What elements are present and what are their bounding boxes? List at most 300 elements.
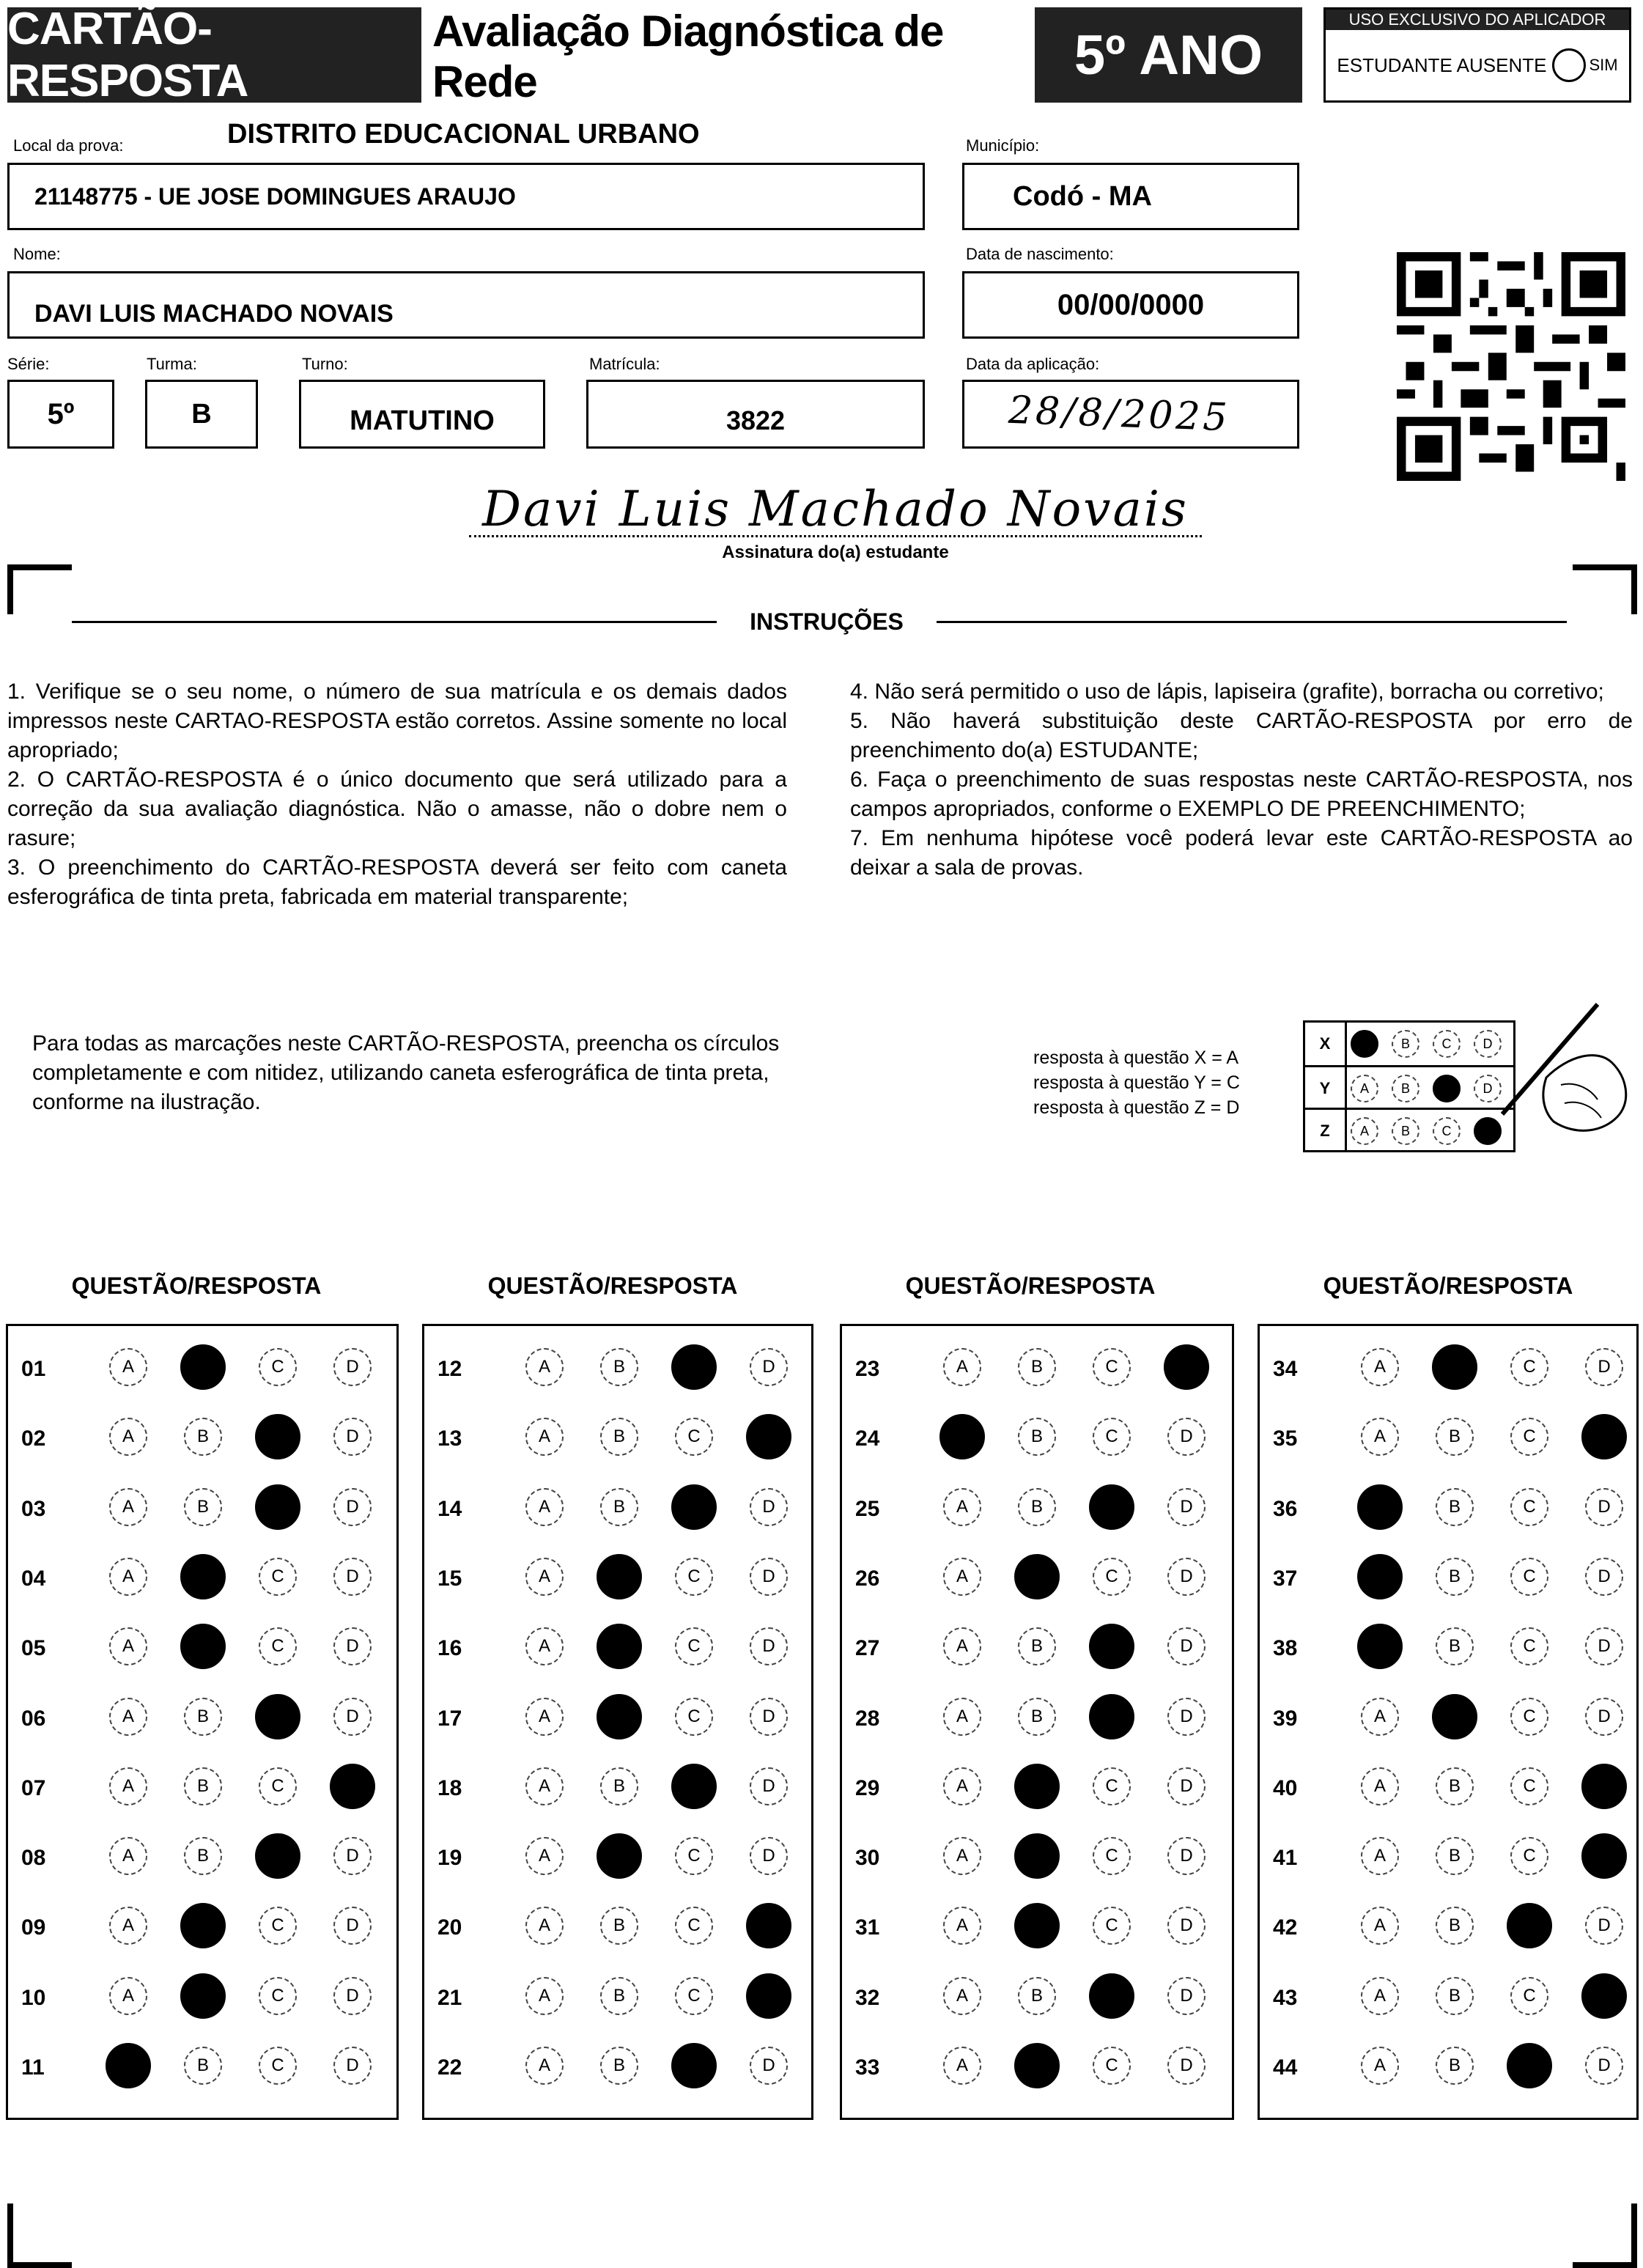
answer-bubble-d[interactable]: D xyxy=(1167,1488,1206,1526)
answer-bubble-a[interactable]: A xyxy=(943,1837,981,1875)
answer-bubble-b[interactable]: B xyxy=(184,1837,222,1875)
answer-bubble-d[interactable]: D xyxy=(333,2047,372,2085)
answer-bubble-d[interactable]: D xyxy=(330,1764,375,1809)
answer-bubble-a[interactable]: A xyxy=(943,1767,981,1805)
answer-bubble-b[interactable]: B xyxy=(180,1973,226,2019)
question-number: 35 xyxy=(1273,1426,1298,1451)
answer-bubble-b[interactable]: B xyxy=(1436,1837,1474,1875)
answer-row xyxy=(842,1898,1232,1956)
nome-label: Nome: xyxy=(13,245,61,263)
instructions-rule-right xyxy=(937,621,1567,623)
column-header: QUESTÃO/RESPOSTA xyxy=(487,1273,738,1299)
question-number: 13 xyxy=(437,1426,462,1451)
answer-bubble-a[interactable]: A xyxy=(1361,1977,1399,2015)
answer-bubble-d[interactable]: D xyxy=(1585,1698,1623,1736)
answer-bubble-d[interactable]: D xyxy=(1167,1418,1206,1456)
question-number: 34 xyxy=(1273,1357,1298,1381)
answer-bubble-b[interactable]: B xyxy=(600,1767,638,1805)
question-number: 01 xyxy=(21,1357,46,1381)
answer-bubble-b[interactable]: B xyxy=(600,1977,638,2015)
answer-bubble-d[interactable]: D xyxy=(1585,1558,1623,1596)
answer-column-2 xyxy=(422,1324,813,2120)
answer-bubble-b[interactable]: B xyxy=(600,1488,638,1526)
answer-bubble-c[interactable]: C xyxy=(675,1627,713,1665)
header-title-box xyxy=(7,4,421,106)
answer-bubble-b[interactable]: B xyxy=(600,1907,638,1945)
example-row-label: Y xyxy=(1305,1067,1347,1110)
answer-bubble-d[interactable]: D xyxy=(1167,2047,1206,2085)
answer-row xyxy=(1260,1339,1636,1398)
answer-bubble-d[interactable]: D xyxy=(333,1837,372,1875)
crop-mark-top-left xyxy=(7,564,72,614)
serie-field xyxy=(7,380,114,449)
answer-bubble-a[interactable]: A xyxy=(1361,1767,1399,1805)
answer-bubble-d[interactable]: D xyxy=(1167,1558,1206,1596)
answer-bubble-b[interactable]: B xyxy=(600,2047,638,2085)
answer-bubble-c[interactable]: C xyxy=(1093,2047,1131,2085)
question-number: 16 xyxy=(437,1636,462,1661)
instruction-item: 3. O preenchimento do CARTÃO-RESPOSTA deverá ser feito com caneta esferográfica de tinta preta, fabricada em material transparente; xyxy=(7,855,787,909)
answer-column-4 xyxy=(1258,1324,1639,2120)
answer-bubble-d[interactable]: D xyxy=(746,1414,791,1459)
qr-code xyxy=(1397,252,1625,481)
answer-bubble-c[interactable]: C xyxy=(259,1627,297,1665)
answer-bubble-b[interactable]: B xyxy=(1014,1903,1060,1948)
crop-mark-bottom-right xyxy=(1573,2203,1637,2268)
example-bubble-d: D xyxy=(1474,1030,1502,1058)
matricula-label: Matrícula: xyxy=(589,355,660,373)
answer-bubble-b[interactable]: B xyxy=(180,1624,226,1669)
answer-bubble-a[interactable]: A xyxy=(525,1907,564,1945)
answer-bubble-b[interactable]: B xyxy=(1018,1977,1056,2015)
answer-bubble-c[interactable]: C xyxy=(1093,1418,1131,1456)
answer-bubble-d[interactable]: D xyxy=(1585,2047,1623,2085)
question-number: 28 xyxy=(855,1706,880,1731)
answer-row xyxy=(842,1828,1232,1887)
answer-bubble-d[interactable]: D xyxy=(333,1627,372,1665)
answer-bubble-c[interactable]: C xyxy=(1510,1488,1548,1526)
matricula-field xyxy=(586,380,925,449)
answer-bubble-c[interactable]: C xyxy=(671,1344,717,1390)
example-bubble-b: B xyxy=(1392,1030,1419,1058)
answer-bubble-d[interactable]: D xyxy=(333,1977,372,2015)
answer-bubble-d[interactable]: D xyxy=(1585,1627,1623,1665)
signature xyxy=(469,481,1202,537)
answer-bubble-c[interactable]: C xyxy=(671,2043,717,2088)
local-label: Local da prova: xyxy=(13,136,124,155)
question-number: 32 xyxy=(855,1985,880,2010)
answer-row xyxy=(1260,1619,1636,1677)
answer-bubble-c[interactable]: C xyxy=(1093,1348,1131,1386)
answer-bubble-b[interactable]: B xyxy=(184,1767,222,1805)
answer-bubble-a[interactable]: A xyxy=(106,2043,151,2088)
question-number: 02 xyxy=(21,1426,46,1451)
example-bubble-d: D xyxy=(1474,1075,1502,1102)
answer-bubble-c[interactable]: C xyxy=(259,2047,297,2085)
question-number: 09 xyxy=(21,1915,46,1940)
answer-bubble-c[interactable]: C xyxy=(675,1977,713,2015)
card-title: CARTÃO-RESPOSTA xyxy=(7,4,248,106)
answer-bubble-c[interactable]: C xyxy=(1510,1348,1548,1386)
crop-mark-bottom-left xyxy=(7,2203,72,2268)
instruction-item: 6. Faça o preenchimento de suas respostas neste CARTÃO-RESPOSTA, nos campos apropriados, conforme o EXEMPLO DE PREENCHIMENTO; xyxy=(850,767,1633,821)
example-bubble-b: B xyxy=(1392,1075,1419,1102)
answer-bubble-c[interactable]: C xyxy=(259,1558,297,1596)
answer-row xyxy=(424,1619,811,1677)
answer-bubble-d[interactable]: D xyxy=(333,1698,372,1736)
question-number: 20 xyxy=(437,1915,462,1940)
matricula-value: 3822 xyxy=(725,405,786,435)
answer-bubble-b[interactable]: B xyxy=(597,1554,642,1599)
answer-bubble-c[interactable]: C xyxy=(255,1484,300,1530)
answer-bubble-d[interactable]: D xyxy=(750,1698,788,1736)
answer-bubble-c[interactable]: C xyxy=(1089,1624,1134,1669)
answer-bubble-a[interactable]: A xyxy=(109,1488,147,1526)
answer-bubble-c[interactable]: C xyxy=(1510,1977,1548,2015)
instructions-title: INSTRUÇÕES xyxy=(750,608,904,635)
question-number: 22 xyxy=(437,2055,462,2080)
question-number: 19 xyxy=(437,1846,462,1871)
instructions-right xyxy=(850,677,1633,883)
answer-bubble-d[interactable]: D xyxy=(1167,1767,1206,1805)
answer-row xyxy=(424,1409,811,1468)
turma-value: B xyxy=(191,398,212,430)
instruction-item: 4. Não será permitido o uso de lápis, lapiseira (grafite), borracha ou corretivo; xyxy=(850,680,1604,704)
answer-row xyxy=(8,1549,396,1608)
answer-bubble-d[interactable]: D xyxy=(746,1973,791,2019)
answer-bubble-a[interactable]: A xyxy=(1357,1624,1403,1669)
answer-bubble-c[interactable]: C xyxy=(259,1348,297,1386)
answer-bubble-a[interactable]: A xyxy=(525,1418,564,1456)
answer-bubble-b[interactable]: B xyxy=(1436,1418,1474,1456)
question-number: 26 xyxy=(855,1566,880,1591)
answer-bubble-a[interactable]: A xyxy=(109,1907,147,1945)
answer-row xyxy=(424,1828,811,1887)
question-number: 06 xyxy=(21,1706,46,1731)
answer-column-1 xyxy=(6,1324,399,2120)
answer-bubble-d[interactable]: D xyxy=(1581,1414,1627,1459)
nascimento-label: Data de nascimento: xyxy=(966,245,1114,263)
answer-bubble-d[interactable]: D xyxy=(1167,1907,1206,1945)
example-line: resposta à questão X = A xyxy=(1033,1048,1239,1068)
answer-bubble-a[interactable]: A xyxy=(525,2047,564,2085)
answer-bubble-d[interactable]: D xyxy=(746,1903,791,1948)
answer-bubble-c[interactable]: C xyxy=(259,1767,297,1805)
answer-bubble-c[interactable]: C xyxy=(259,1977,297,2015)
answer-bubble-a[interactable]: A xyxy=(525,1348,564,1386)
answer-bubble-c[interactable]: C xyxy=(1093,1907,1131,1945)
answer-row xyxy=(842,1689,1232,1748)
answer-bubble-b[interactable]: B xyxy=(1018,1418,1056,1456)
answer-bubble-a[interactable]: A xyxy=(109,1418,147,1456)
question-number: 42 xyxy=(1273,1915,1298,1940)
turno-value: MATUTINO xyxy=(350,405,495,436)
answer-bubble-c[interactable]: C xyxy=(1089,1694,1134,1739)
answer-bubble-d[interactable]: D xyxy=(1167,1837,1206,1875)
applicator-box xyxy=(1323,7,1631,103)
answer-bubble-c[interactable]: C xyxy=(671,1764,717,1809)
answer-bubble-b[interactable]: B xyxy=(600,1348,638,1386)
question-number: 15 xyxy=(437,1566,462,1591)
example-bubble-c: C xyxy=(1433,1030,1461,1058)
answer-bubble-c[interactable]: C xyxy=(1510,1698,1548,1736)
answer-bubble-a[interactable]: A xyxy=(943,1977,981,2015)
question-number: 14 xyxy=(437,1496,462,1521)
answer-bubble-a[interactable]: A xyxy=(109,1977,147,2015)
answer-bubble-a[interactable]: A xyxy=(525,1627,564,1665)
column-header: QUESTÃO/RESPOSTA xyxy=(71,1273,322,1299)
example-row-label: X xyxy=(1305,1023,1347,1065)
answer-row xyxy=(842,1549,1232,1608)
answer-bubble-a[interactable]: A xyxy=(525,1837,564,1875)
answer-bubble-a[interactable]: A xyxy=(943,1348,981,1386)
answer-bubble-d[interactable]: D xyxy=(1585,1907,1623,1945)
answer-bubble-b[interactable]: B xyxy=(597,1624,642,1669)
answer-bubble-b[interactable]: B xyxy=(1014,1554,1060,1599)
answer-row xyxy=(424,1479,811,1538)
answer-row xyxy=(842,1968,1232,2027)
example-bubble-b: B xyxy=(1392,1117,1419,1145)
answer-row xyxy=(1260,1759,1636,1817)
absent-label: ESTUDANTE AUSENTE xyxy=(1337,54,1547,76)
question-number: 31 xyxy=(855,1915,880,1940)
answer-column-3 xyxy=(840,1324,1234,2120)
answer-bubble-d[interactable]: D xyxy=(1581,1833,1627,1879)
answer-bubble-c[interactable]: C xyxy=(1510,1837,1548,1875)
answer-bubble-c[interactable]: C xyxy=(255,1694,300,1739)
aplicacao-label: Data da aplicação: xyxy=(966,355,1100,373)
answer-bubble-a[interactable]: A xyxy=(1361,1418,1399,1456)
answer-bubble-a[interactable]: A xyxy=(109,1627,147,1665)
answer-bubble-b[interactable]: B xyxy=(1432,1694,1477,1739)
absent-checkbox[interactable] xyxy=(1552,48,1586,82)
answer-bubble-d[interactable]: D xyxy=(1585,1348,1623,1386)
answer-bubble-b[interactable]: B xyxy=(1436,1767,1474,1805)
instruction-item: 5. Não haverá substituição deste CARTÃO-RESPOSTA por erro de preenchimento do(a) ESTUDANTE; xyxy=(850,709,1633,762)
answer-bubble-c[interactable]: C xyxy=(1510,1558,1548,1596)
question-number: 36 xyxy=(1273,1496,1298,1521)
answer-bubble-d[interactable]: D xyxy=(750,1837,788,1875)
answer-bubble-c[interactable]: C xyxy=(1510,1767,1548,1805)
question-number: 18 xyxy=(437,1775,462,1800)
answer-bubble-b[interactable]: B xyxy=(1018,1488,1056,1526)
answer-bubble-a[interactable]: A xyxy=(943,1558,981,1596)
answer-row xyxy=(424,1549,811,1608)
answer-bubble-c[interactable]: C xyxy=(1510,1418,1548,1456)
answer-bubble-c[interactable]: C xyxy=(675,1698,713,1736)
answer-bubble-a[interactable]: A xyxy=(525,1488,564,1526)
example-line: resposta à questão Y = C xyxy=(1033,1072,1240,1093)
answer-bubble-b[interactable]: B xyxy=(184,1418,222,1456)
answer-bubble-a[interactable]: A xyxy=(109,1698,147,1736)
answer-bubble-c[interactable]: C xyxy=(1093,1558,1131,1596)
serie-value: 5º xyxy=(47,397,75,430)
answer-row xyxy=(424,1339,811,1398)
answer-bubble-a[interactable]: A xyxy=(943,1907,981,1945)
answer-bubble-a[interactable]: A xyxy=(1361,1348,1399,1386)
answer-bubble-d[interactable]: D xyxy=(750,1348,788,1386)
answer-bubble-a[interactable]: A xyxy=(939,1414,985,1459)
answer-bubble-b[interactable]: B xyxy=(1432,1344,1477,1390)
answer-bubble-a[interactable]: A xyxy=(1357,1554,1403,1599)
answer-bubble-d[interactable]: D xyxy=(750,2047,788,2085)
answer-row xyxy=(8,1479,396,1538)
answer-bubble-a[interactable]: A xyxy=(943,1488,981,1526)
answer-row xyxy=(424,1898,811,1956)
answer-bubble-b[interactable]: B xyxy=(1436,1977,1474,2015)
question-number: 05 xyxy=(21,1636,46,1661)
answer-bubble-b[interactable]: B xyxy=(180,1554,226,1599)
answer-bubble-d[interactable]: D xyxy=(1581,1764,1627,1809)
question-number: 39 xyxy=(1273,1706,1298,1731)
answer-bubble-a[interactable]: A xyxy=(1357,1484,1403,1530)
answer-row xyxy=(8,1898,396,1956)
answer-bubble-b[interactable]: B xyxy=(1436,1627,1474,1665)
answer-bubble-c[interactable]: C xyxy=(1093,1837,1131,1875)
answer-row xyxy=(8,1619,396,1677)
answer-row xyxy=(842,1759,1232,1817)
local-value: 21148775 - UE JOSE DOMINGUES ARAUJO xyxy=(34,183,516,210)
answer-bubble-b[interactable]: B xyxy=(1436,1907,1474,1945)
serie-label: Série: xyxy=(7,355,50,373)
answer-bubble-c[interactable]: C xyxy=(1089,1484,1134,1530)
answer-bubble-d[interactable]: D xyxy=(750,1488,788,1526)
answer-row xyxy=(1260,1828,1636,1887)
answer-bubble-a[interactable]: A xyxy=(1361,1837,1399,1875)
answer-bubble-a[interactable]: A xyxy=(943,1627,981,1665)
answer-bubble-b[interactable]: B xyxy=(180,1903,226,1948)
instructions-left xyxy=(7,677,787,912)
answer-bubble-b[interactable]: B xyxy=(597,1694,642,1739)
answer-bubble-b[interactable]: B xyxy=(1014,1764,1060,1809)
answer-bubble-a[interactable]: A xyxy=(109,1837,147,1875)
answer-bubble-b[interactable]: B xyxy=(1018,1698,1056,1736)
answer-bubble-c[interactable]: C xyxy=(675,1558,713,1596)
aplicacao-field xyxy=(962,380,1299,449)
answer-bubble-d[interactable]: D xyxy=(333,1488,372,1526)
answer-bubble-c[interactable]: C xyxy=(671,1484,717,1530)
answer-bubble-c[interactable]: C xyxy=(255,1414,300,1459)
answer-bubble-d[interactable]: D xyxy=(1581,1973,1627,2019)
answer-bubble-a[interactable]: A xyxy=(109,1558,147,1596)
answer-row xyxy=(8,1968,396,2027)
example-bubble-c: C xyxy=(1433,1117,1461,1145)
answer-bubble-b[interactable]: B xyxy=(1436,1558,1474,1596)
answer-row xyxy=(1260,1689,1636,1748)
answer-bubble-c[interactable]: C xyxy=(1507,2043,1552,2088)
answer-bubble-b[interactable]: B xyxy=(600,1418,638,1456)
answer-bubble-b[interactable]: B xyxy=(1018,1627,1056,1665)
answer-row xyxy=(842,1409,1232,1468)
answer-bubble-c[interactable]: C xyxy=(1093,1767,1131,1805)
answer-bubble-d[interactable]: D xyxy=(333,1907,372,1945)
answer-row xyxy=(1260,1549,1636,1608)
answer-bubble-a[interactable]: A xyxy=(109,1348,147,1386)
answer-bubble-b[interactable]: B xyxy=(180,1344,226,1390)
answer-bubble-c[interactable]: C xyxy=(675,1837,713,1875)
answer-bubble-b[interactable]: B xyxy=(184,1698,222,1736)
answer-bubble-d[interactable]: D xyxy=(333,1348,372,1386)
answer-bubble-d[interactable]: D xyxy=(1164,1344,1209,1390)
answer-bubble-a[interactable]: A xyxy=(109,1767,147,1805)
answer-row xyxy=(842,1339,1232,1398)
question-number: 11 xyxy=(21,2055,45,2080)
example-bubble-a xyxy=(1351,1030,1378,1058)
answer-bubble-c[interactable]: C xyxy=(255,1833,300,1879)
answer-bubble-b[interactable]: B xyxy=(1018,1348,1056,1386)
example-row xyxy=(1305,1023,1513,1065)
example-row-label: Z xyxy=(1305,1110,1347,1152)
answer-bubble-a[interactable]: A xyxy=(1361,1907,1399,1945)
answer-bubble-a[interactable]: A xyxy=(525,1558,564,1596)
answer-bubble-a[interactable]: A xyxy=(525,1698,564,1736)
answer-bubble-c[interactable]: C xyxy=(1510,1627,1548,1665)
answer-bubble-d[interactable]: D xyxy=(750,1627,788,1665)
answer-bubble-b[interactable]: B xyxy=(1014,2043,1060,2088)
answer-bubble-d[interactable]: D xyxy=(750,1767,788,1805)
answer-bubble-a[interactable]: A xyxy=(525,1977,564,2015)
answer-bubble-a[interactable]: A xyxy=(1361,2047,1399,2085)
answer-bubble-b[interactable]: B xyxy=(1436,2047,1474,2085)
answer-bubble-d[interactable]: D xyxy=(1167,1627,1206,1665)
signature-label: Assinatura do(a) estudante xyxy=(722,542,949,562)
turno-label: Turno: xyxy=(302,355,348,373)
answer-row xyxy=(424,1759,811,1817)
turno-field xyxy=(299,380,545,449)
pen-hand-illustration xyxy=(1495,997,1634,1144)
grade-label: 5º ANO xyxy=(1074,23,1263,86)
answer-bubble-d[interactable]: D xyxy=(1585,1488,1623,1526)
answer-bubble-d[interactable]: D xyxy=(1167,1698,1206,1736)
answer-bubble-b[interactable]: B xyxy=(184,2047,222,2085)
question-number: 33 xyxy=(855,2055,880,2080)
answer-bubble-c[interactable]: C xyxy=(675,1907,713,1945)
example-bubble-a: A xyxy=(1351,1117,1378,1145)
answer-bubble-d[interactable]: D xyxy=(750,1558,788,1596)
answer-bubble-c[interactable]: C xyxy=(1089,1973,1134,2019)
answer-bubble-b[interactable]: B xyxy=(597,1833,642,1879)
question-number: 07 xyxy=(21,1775,46,1800)
answer-bubble-a[interactable]: A xyxy=(943,2047,981,2085)
answer-bubble-c[interactable]: C xyxy=(1507,1903,1552,1948)
answer-bubble-d[interactable]: D xyxy=(1167,1977,1206,2015)
question-number: 37 xyxy=(1273,1566,1298,1591)
instruction-item: 2. O CARTÃO-RESPOSTA é o único documento que será utilizado para a correção da sua avaliação diagnóstica. Não o amasse, não o dobre nem o rasure; xyxy=(7,767,787,850)
answer-bubble-b[interactable]: B xyxy=(1014,1833,1060,1879)
answer-bubble-a[interactable]: A xyxy=(1361,1698,1399,1736)
example-grid xyxy=(1303,1020,1515,1152)
answer-bubble-c[interactable]: C xyxy=(259,1907,297,1945)
answer-bubble-a[interactable]: A xyxy=(943,1698,981,1736)
answer-row xyxy=(8,1339,396,1398)
answer-bubble-c[interactable]: C xyxy=(675,1418,713,1456)
example-legend xyxy=(1033,1045,1240,1120)
exam-title-box xyxy=(432,7,1033,106)
answer-bubble-b[interactable]: B xyxy=(184,1488,222,1526)
answer-row xyxy=(424,1689,811,1748)
answer-row xyxy=(842,2038,1232,2096)
answer-bubble-a[interactable]: A xyxy=(525,1767,564,1805)
answer-row xyxy=(8,2038,396,2096)
answer-bubble-d[interactable]: D xyxy=(333,1418,372,1456)
exam-title: Avaliação Diagnóstica de Rede xyxy=(432,7,944,106)
question-number: 03 xyxy=(21,1496,46,1521)
instruction-item: 1. Verifique se o seu nome, o número de sua matrícula e os demais dados impressos neste CARTAO-RESPOSTA estão corretos. Assine somente no local apropriado; xyxy=(7,680,787,762)
answer-bubble-d[interactable]: D xyxy=(333,1558,372,1596)
crop-mark-top-right xyxy=(1573,564,1637,614)
answer-row xyxy=(1260,1409,1636,1468)
answer-bubble-b[interactable]: B xyxy=(1436,1488,1474,1526)
